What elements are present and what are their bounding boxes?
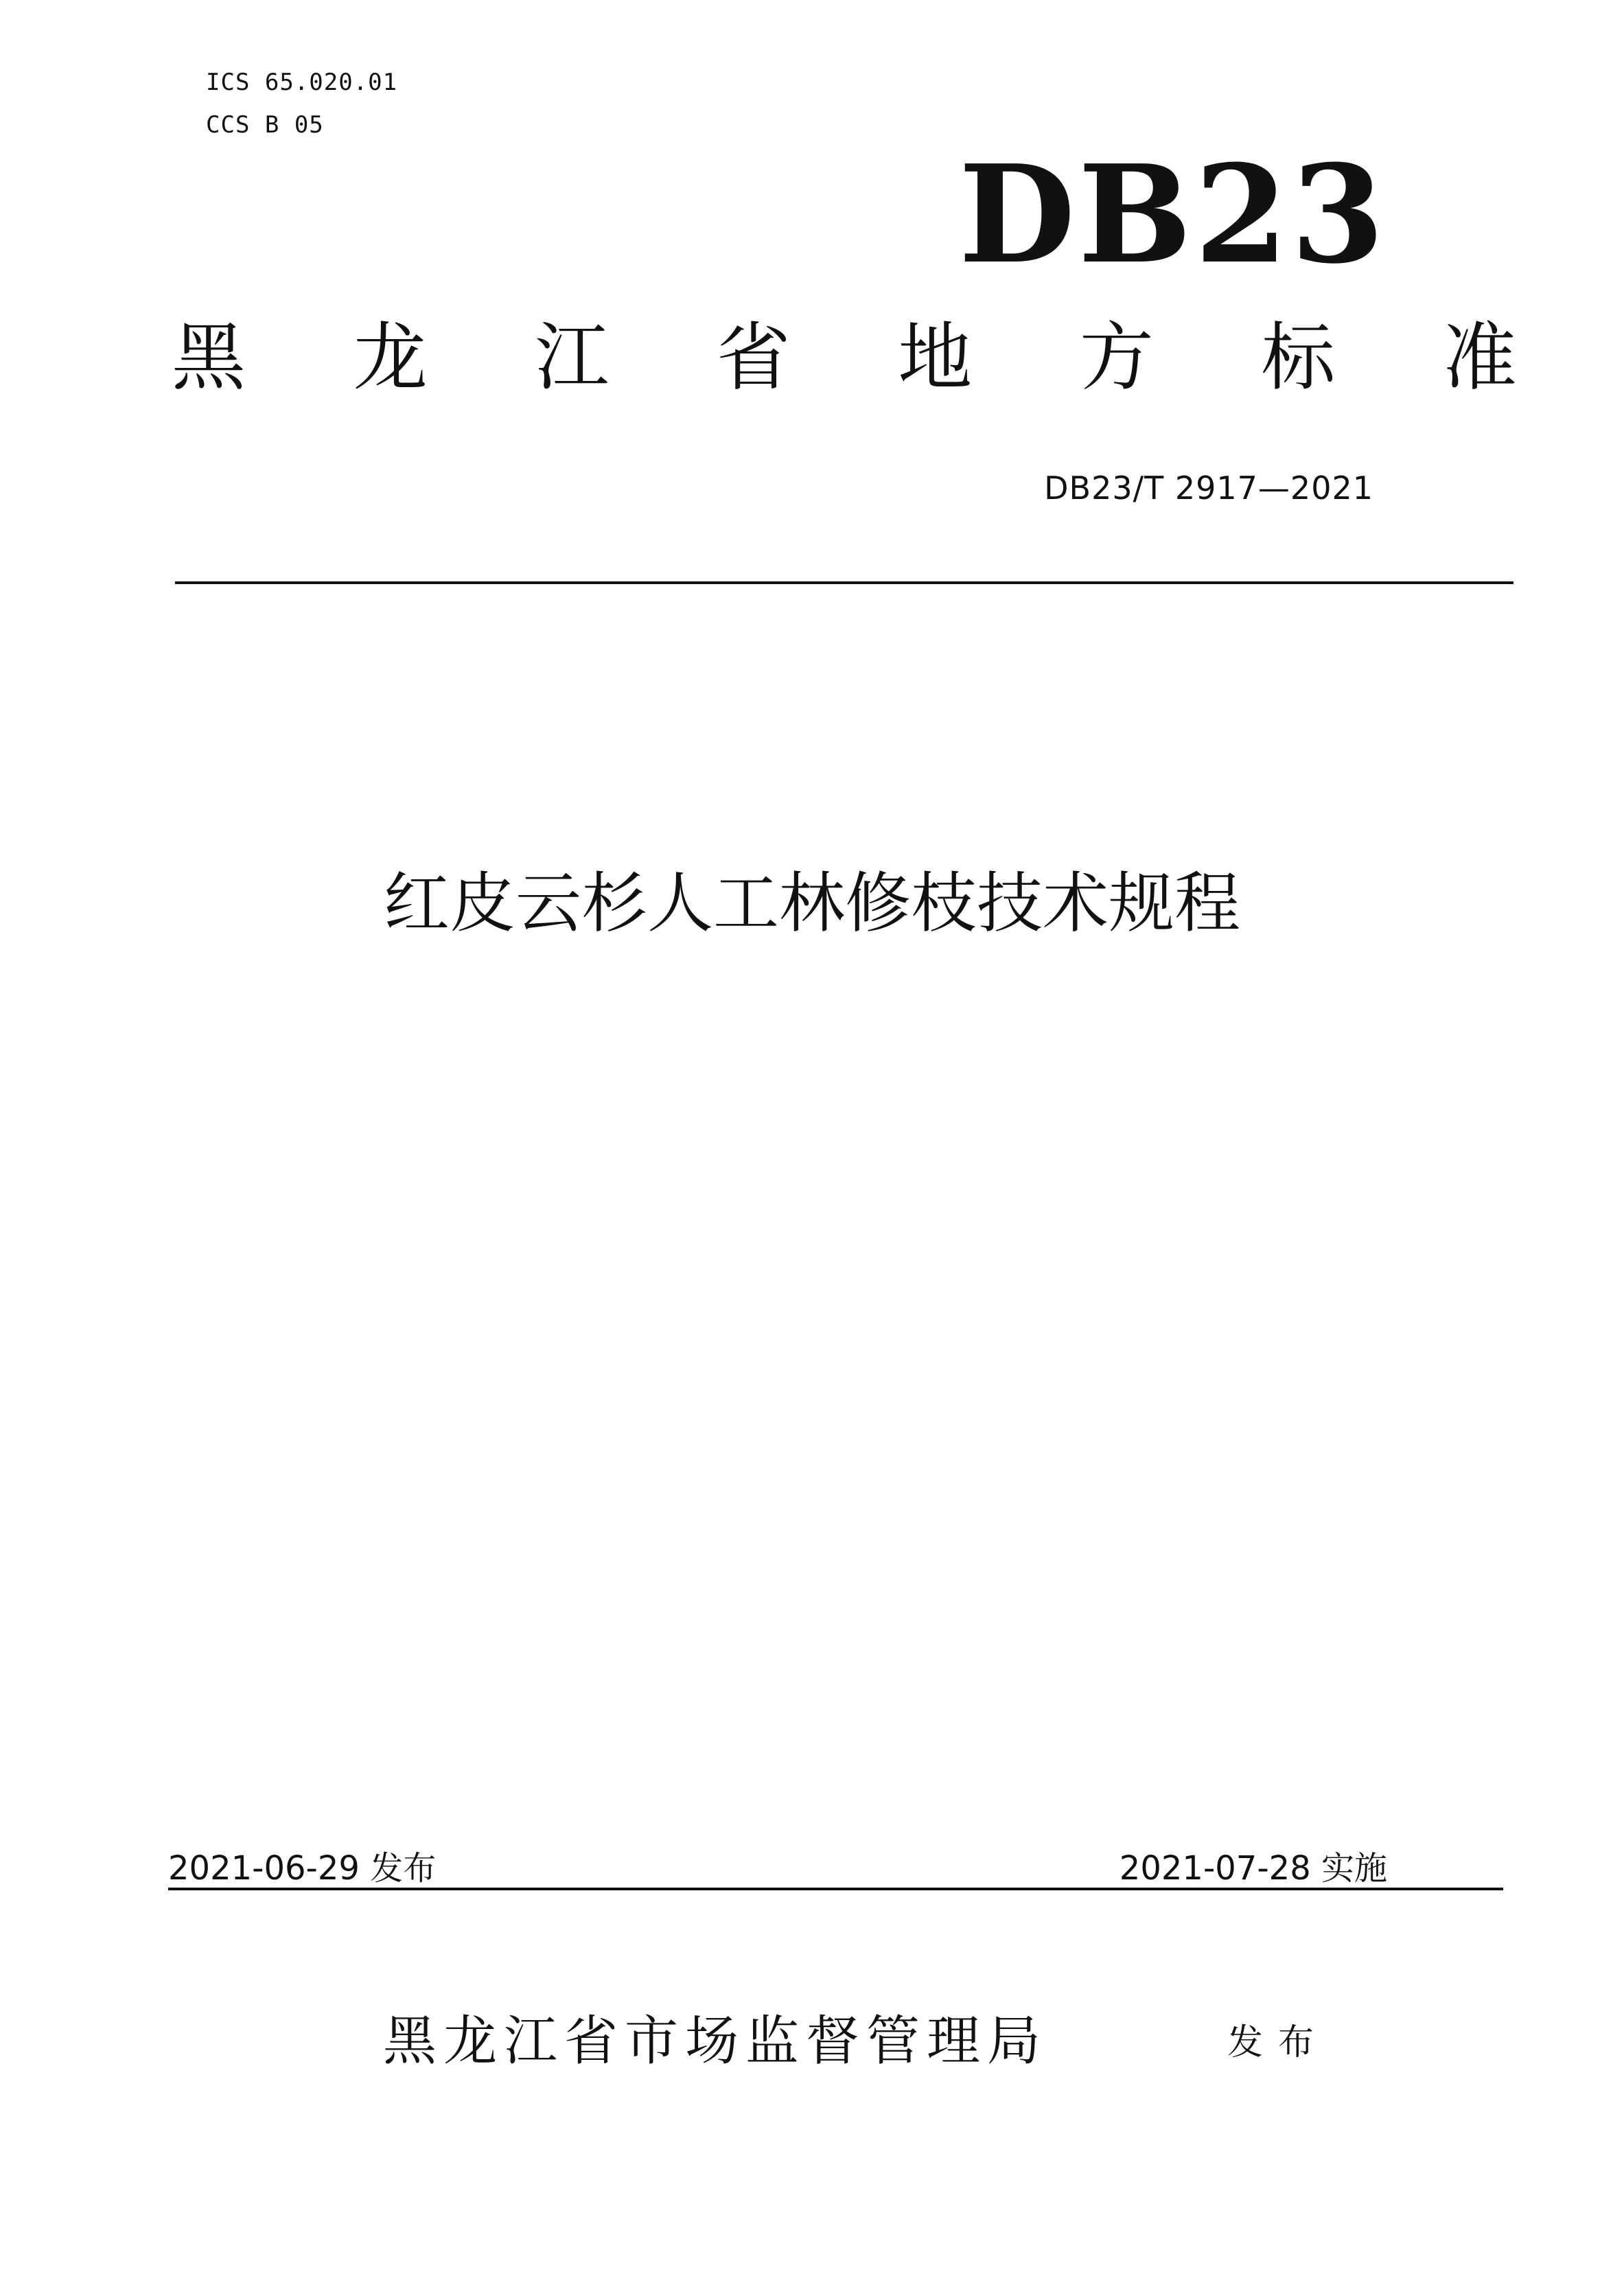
standard-logo: DB23 xyxy=(958,136,1387,294)
standard-type-char: 龙 xyxy=(353,315,428,401)
standard-number: DB23/T 2917—2021 xyxy=(1044,469,1373,507)
standard-type-char: 江 xyxy=(535,315,610,401)
ics-code: ICS 65.020.01 xyxy=(206,69,398,96)
standard-type-char: 准 xyxy=(1442,315,1517,401)
publish-date: 2021-06-29 发布 xyxy=(168,1849,437,1888)
standard-type-char: 黑 xyxy=(172,315,246,401)
standard-type-heading xyxy=(172,315,1517,401)
standard-type-char: 方 xyxy=(1079,315,1154,401)
standard-type-char: 省 xyxy=(716,315,791,401)
header-divider xyxy=(175,581,1513,584)
standard-type-char: 地 xyxy=(898,315,973,401)
implement-date: 2021-07-28 实施 xyxy=(1119,1849,1387,1888)
standard-type-char: 标 xyxy=(1261,315,1336,401)
footer-divider xyxy=(168,1888,1503,1890)
issuing-authority: 黑龙江省市场监督管理局 xyxy=(383,2010,1048,2072)
ccs-code: CCS B 05 xyxy=(206,111,324,139)
issue-label: 发布 xyxy=(1227,2022,1330,2063)
document-title: 红皮云杉人工林修枝技术规程 xyxy=(384,865,1240,942)
